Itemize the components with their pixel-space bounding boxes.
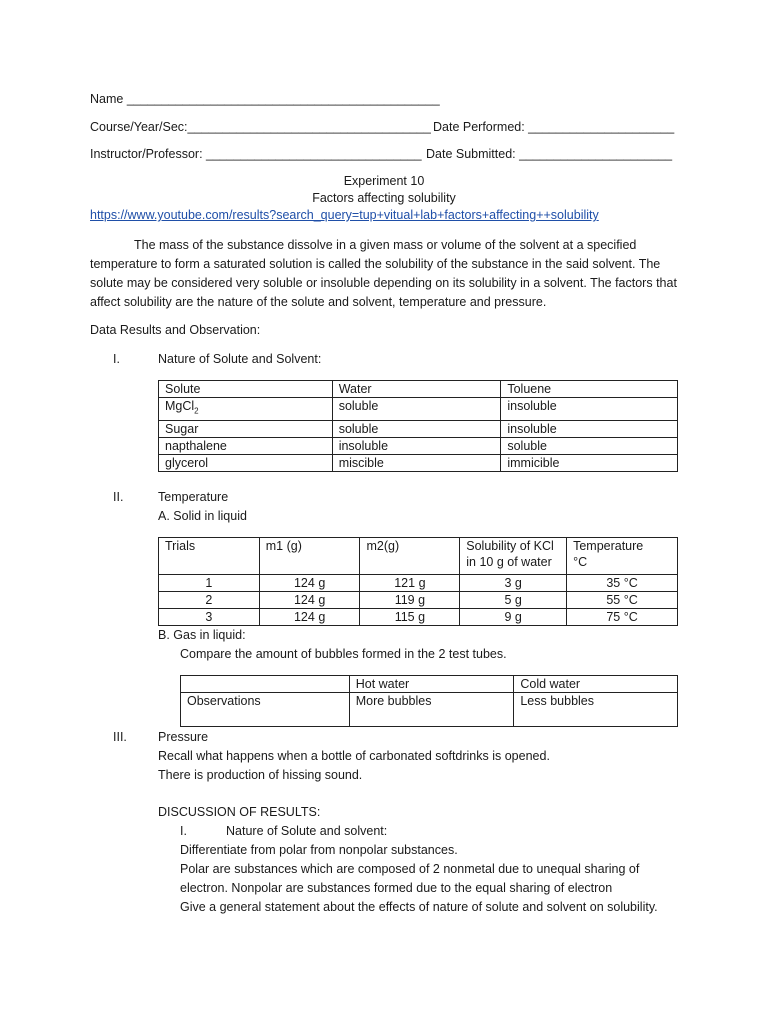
table-cell: 35 °C (567, 575, 678, 592)
table-row (181, 693, 678, 727)
table-cell: 124 g (259, 609, 360, 626)
discussion-heading: DISCUSSION OF RESULTS: (158, 805, 321, 819)
header-cell: m1 (g) (259, 538, 360, 575)
header-line: Solubility of KCl (466, 539, 554, 553)
header-cell: Cold water (514, 676, 678, 693)
table-cell: 3 g (460, 575, 567, 592)
table-cell: glycerol (159, 454, 333, 471)
youtube-link[interactable]: https://www.youtube.com/results?search_query=tup+vitual+lab+factors+affecting++solubility (90, 208, 599, 222)
table-cell: soluble (501, 437, 678, 454)
table-cell: immicible (501, 454, 678, 471)
table-cell: 119 g (360, 592, 460, 609)
section3-line2: There is production of hissing sound. (158, 768, 363, 782)
solute-solvent-table (158, 380, 678, 472)
header-cell: Solute (159, 381, 333, 398)
table-cell: insoluble (501, 398, 678, 421)
course-field: Course/Year/Sec:___________________________________ (90, 120, 431, 134)
header-cell (181, 676, 350, 693)
subsection-b: B. Gas in liquid: (158, 628, 246, 642)
table-cell: Observations (181, 693, 350, 727)
discussion-line4: Give a general statement about the effects of nature of solute and solvent on solubility. (180, 900, 658, 914)
section2-title: Temperature (158, 490, 229, 504)
table-cell: soluble (332, 420, 501, 437)
section1-number: I. (113, 352, 120, 366)
table-cell: 1 (159, 575, 260, 592)
section3-line1: Recall what happens when a bottle of carbonated softdrinks is opened. (158, 749, 550, 763)
header-cell: m2(g) (360, 538, 460, 575)
header-cell: Hot water (349, 676, 514, 693)
table-cell: 3 (159, 609, 260, 626)
header-cell: Trials (159, 538, 260, 575)
table-header-row (159, 381, 678, 398)
header-cell: Water (332, 381, 501, 398)
section2-number: II. (113, 490, 124, 504)
discussion-line3: electron. Nonpolar are substances formed due to the equal sharing of electron (180, 881, 613, 895)
table-cell: 124 g (259, 592, 360, 609)
experiment-title: Experiment 10 (343, 174, 425, 188)
table-cell: insoluble (332, 437, 501, 454)
table-cell: 9 g (460, 609, 567, 626)
header-line: °C (573, 555, 588, 569)
subsection-a: A. Solid in liquid (158, 509, 247, 523)
intro-text: The mass of the substance dissolve in a given mass or volume of the solvent at a specified temperature to form a saturated solution is called the solubility of the substance in the said solvent. The solute may be considered very soluble or insoluble depending on its solubility in a solvent. The factors that affect solubility are the nature of the solute and solvent, temperature and pressure. (90, 238, 677, 309)
discussion-item-title: Nature of Solute and solvent: (226, 824, 388, 838)
discussion-line2: Polar are substances which are composed of 2 nonmetal due to unequal sharing of (180, 862, 640, 876)
table-cell: 124 g (259, 575, 360, 592)
table-row (159, 454, 678, 471)
header-cell: Toluene (501, 381, 678, 398)
name-field: Name _____________________________________________ (90, 92, 440, 106)
header-line: Temperature (573, 539, 644, 553)
table-header-row (159, 538, 678, 575)
table-header-row (181, 676, 678, 693)
section1-title: Nature of Solute and Solvent: (158, 352, 322, 366)
table-cell: More bubbles (349, 693, 514, 727)
intro-paragraph (90, 236, 680, 312)
table-row (159, 437, 678, 454)
table-cell: Sugar (159, 420, 333, 437)
section3-title: Pressure (158, 730, 209, 744)
section3-number: III. (113, 730, 127, 744)
table-cell (159, 398, 333, 421)
table-cell: 75 °C (567, 609, 678, 626)
temperature-table (158, 537, 678, 626)
table-cell: Less bubbles (514, 693, 678, 727)
table-row (159, 592, 678, 609)
data-heading: Data Results and Observation: (90, 323, 261, 337)
table-cell: 2 (159, 592, 260, 609)
header-cell (460, 538, 567, 575)
table-cell: napthalene (159, 437, 333, 454)
table-cell: 5 g (460, 592, 567, 609)
table-cell: miscible (332, 454, 501, 471)
gas-table (180, 675, 678, 727)
experiment-subtitle: Factors affecting solubility (312, 191, 456, 205)
table-row (159, 420, 678, 437)
date-performed-field: Date Performed: _____________________ (433, 120, 675, 134)
header-line: in 10 g of water (466, 555, 552, 569)
subscript: 2 (194, 406, 199, 416)
table-row (159, 609, 678, 626)
table-cell: 121 g (360, 575, 460, 592)
table-cell: soluble (332, 398, 501, 421)
table-cell: 115 g (360, 609, 460, 626)
header-cell (567, 538, 678, 575)
discussion-line1: Differentiate from polar from nonpolar substances. (180, 843, 458, 857)
table-row (159, 575, 678, 592)
table-row (159, 398, 678, 421)
table-cell: 55 °C (567, 592, 678, 609)
subsection-b-text: Compare the amount of bubbles formed in the 2 test tubes. (180, 647, 507, 661)
instructor-field: Instructor/Professor: _______________________________ (90, 147, 422, 161)
date-submitted-field: Date Submitted: ______________________ (426, 147, 673, 161)
table-cell: insoluble (501, 420, 678, 437)
solute-name: MgCl (165, 399, 195, 413)
discussion-item-number: I. (180, 824, 187, 838)
